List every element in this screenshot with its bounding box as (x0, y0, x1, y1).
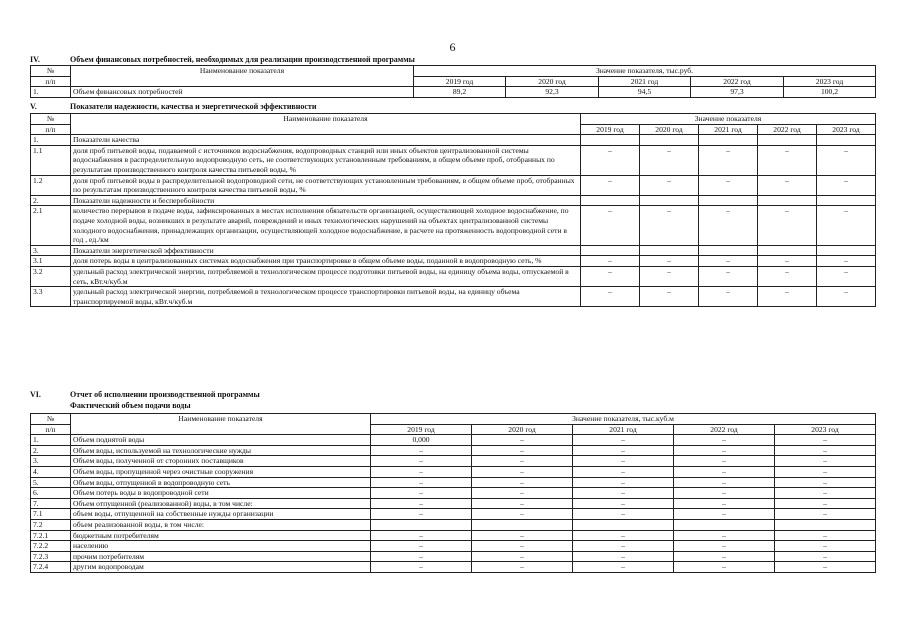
empty-cell (581, 195, 640, 206)
row-value: – (699, 206, 758, 245)
row-value: 94,5 (599, 87, 691, 98)
row-name: удельный расход электрической энергии, потребляемой в технологическом процессе транспортировки питьевой воды, на единицу объема транспортируемой воды, кВт.ч/куб.м (71, 287, 581, 307)
empty-cell (640, 195, 699, 206)
row-name: объем реализованной воды, в том числе: (71, 519, 371, 530)
row-value: – (472, 477, 573, 488)
row-number: 3.1 (31, 256, 71, 267)
row-name: Объем воды, пропущенной через очистные сооружения (71, 466, 371, 477)
row-value: – (472, 488, 573, 499)
row-name: доля проб питьевой воды в распределительной водопроводной сети, не соответствующих установленным требованиям, в общем объеме проб, отобранных по результатам производственного контроля качества питьевой воды, % (71, 175, 581, 195)
row-value: – (640, 256, 699, 267)
row-value: – (573, 551, 674, 562)
empty-cell (817, 245, 876, 256)
row-value: – (674, 445, 775, 456)
row-value: – (817, 256, 876, 267)
row-value: – (674, 456, 775, 467)
table-row (31, 256, 876, 267)
row-value: – (573, 509, 674, 520)
row-value: – (573, 445, 674, 456)
table-row (31, 195, 876, 206)
year-header: 2019 год (371, 424, 472, 435)
section-vi-heading (30, 390, 260, 399)
row-number: 7.1 (31, 509, 71, 520)
row-value: – (640, 145, 699, 175)
row-value: – (573, 488, 674, 499)
row-number: 2.1 (31, 206, 71, 245)
year-header: 2020 год (472, 424, 573, 435)
table-row (31, 245, 876, 256)
year-header: 2021 год (573, 424, 674, 435)
row-value: – (775, 466, 876, 477)
row-name: Объем воды, отпущенной в водопроводную сеть (71, 477, 371, 488)
row-name: объем воды, отпущенной на собственные нужды организации (71, 509, 371, 520)
table-row (31, 488, 876, 499)
row-value: – (817, 206, 876, 245)
row-value: – (371, 456, 472, 467)
row-value: – (775, 456, 876, 467)
row-value: – (775, 498, 876, 509)
row-value: – (674, 551, 775, 562)
row-value: – (472, 551, 573, 562)
row-value: 89,2 (414, 87, 506, 98)
row-value: – (817, 266, 876, 286)
row-value: – (674, 530, 775, 541)
year-header: 2022 год (674, 424, 775, 435)
empty-cell (640, 135, 699, 146)
row-name: Показатели качества (71, 135, 581, 146)
row-value: – (699, 256, 758, 267)
row-value: – (472, 466, 573, 477)
row-number: 2. (31, 445, 71, 456)
row-value: – (699, 175, 758, 195)
header-np: п/п (31, 124, 71, 135)
row-value: – (775, 530, 876, 541)
empty-cell (581, 245, 640, 256)
row-number: 7.2.4 (31, 562, 71, 573)
row-value: – (573, 466, 674, 477)
row-value: – (581, 145, 640, 175)
row-value: – (775, 445, 876, 456)
row-number: 7.2.1 (31, 530, 71, 541)
row-value: – (775, 541, 876, 552)
empty-cell (472, 519, 573, 530)
section-vi-subheading (30, 401, 191, 410)
row-value: – (758, 266, 817, 286)
row-value: – (674, 435, 775, 446)
empty-cell (775, 519, 876, 530)
table-row (31, 445, 876, 456)
row-value: 97,3 (691, 87, 784, 98)
row-number: 1.1 (31, 145, 71, 175)
row-value: 0,000 (371, 435, 472, 446)
row-value: – (699, 145, 758, 175)
header-value: Значение показателя (581, 114, 876, 125)
year-header: 2021 год (699, 124, 758, 135)
header-value: Значение показателя, тыс.руб. (414, 66, 876, 77)
row-number: 3.3 (31, 287, 71, 307)
empty-cell (573, 519, 674, 530)
financial-needs-table (30, 65, 876, 98)
row-value: – (472, 530, 573, 541)
section-vi-subtitle: Фактический объем подачи воды (70, 401, 191, 410)
empty-cell (758, 135, 817, 146)
row-value: – (573, 456, 674, 467)
row-value: – (817, 145, 876, 175)
section-vi-title: Отчет об исполнении производственной программы (70, 390, 260, 399)
row-value: – (581, 266, 640, 286)
header-num: № (31, 414, 71, 425)
empty-cell (699, 195, 758, 206)
year-header: 2023 год (817, 124, 876, 135)
year-header: 2023 год (784, 76, 876, 87)
row-value: – (640, 175, 699, 195)
row-value: – (371, 541, 472, 552)
row-number: 6. (31, 488, 71, 499)
table-row (31, 135, 876, 146)
row-value: – (371, 509, 472, 520)
row-number: 5. (31, 477, 71, 488)
empty-cell (674, 519, 775, 530)
table-row (31, 509, 876, 520)
year-header: 2022 год (758, 124, 817, 135)
row-value: – (674, 488, 775, 499)
row-name: доля проб питьевой воды, подаваемой с источников водоснабжения, водопроводных станций или иных объектов централизованной системы водоснабжения в распределительную водопроводную сеть, не соответствующих установленным требованиям, в общем объеме проб, отобранных по результатам производственного контроля качества питьевой воды, % (71, 145, 581, 175)
row-value: – (775, 509, 876, 520)
row-value: – (371, 530, 472, 541)
quality-indicators-table (30, 113, 876, 307)
row-number: 3.2 (31, 266, 71, 286)
row-number: 4. (31, 466, 71, 477)
row-name: количество перерывов в подаче воды, зафиксированных в местах исполнения обязательств организацией, осуществляющей холодное водоснабжение, по подаче холодной воды, возникших в результате аварий, повреждений и иных технологических нарушений на объектах централизованной системы холодного водоснабжения, принадлежащих организации, осуществляющей холодное водоснабжение, в расчете на протяженность водопроводной сети в год , ед./км (71, 206, 581, 245)
row-value: – (674, 509, 775, 520)
row-number: 3. (31, 245, 71, 256)
row-name: удельный расход электрической энергии, потребляемой в технологическом процессе подготовки питьевой воды, на единицу объема воды, отпускаемой в сеть, кВт.ч/куб.м (71, 266, 581, 286)
table-row (31, 530, 876, 541)
row-number: 1. (31, 87, 71, 98)
row-number: 7. (31, 498, 71, 509)
year-header: 2020 год (640, 124, 699, 135)
row-value: – (581, 256, 640, 267)
row-value: – (472, 509, 573, 520)
row-name: бюджетным потребителям (71, 530, 371, 541)
row-value: – (573, 498, 674, 509)
row-value: – (371, 445, 472, 456)
table-row (31, 287, 876, 307)
row-value: – (758, 145, 817, 175)
section-vi-number: VI. (30, 390, 41, 399)
row-number: 1.2 (31, 175, 71, 195)
row-value: – (371, 488, 472, 499)
row-name: Объем воды, используемой на технологические нужды (71, 445, 371, 456)
table-row (31, 206, 876, 245)
section-v-heading (30, 102, 316, 111)
row-number: 1. (31, 135, 71, 146)
table-row (31, 562, 876, 573)
row-value: – (640, 287, 699, 307)
section-iv-title: Объем финансовых потребностей, необходимых для реализации производственной программы (70, 55, 415, 64)
empty-cell (758, 195, 817, 206)
table-row (31, 466, 876, 477)
row-value: – (758, 287, 817, 307)
row-value: 100,2 (784, 87, 876, 98)
row-value: – (472, 562, 573, 573)
row-value: – (472, 541, 573, 552)
row-value: – (674, 562, 775, 573)
header-np: п/п (31, 424, 71, 435)
water-supply-table (30, 413, 876, 573)
row-value: – (674, 498, 775, 509)
row-value: – (640, 266, 699, 286)
row-value: – (573, 562, 674, 573)
row-value: – (640, 206, 699, 245)
row-name: Объем отпущенной (реализованной) воды, в том числе: (71, 498, 371, 509)
row-value: – (581, 206, 640, 245)
row-number: 3. (31, 456, 71, 467)
row-value: – (371, 498, 472, 509)
row-value: – (371, 551, 472, 562)
year-header: 2019 год (581, 124, 640, 135)
row-value: – (581, 175, 640, 195)
table-row (31, 498, 876, 509)
empty-cell (699, 135, 758, 146)
table-row (31, 541, 876, 552)
table-row (31, 175, 876, 195)
row-value: – (758, 175, 817, 195)
row-number: 2. (31, 195, 71, 206)
table-row (31, 145, 876, 175)
header-value: Значение показателя, тыс.куб.м (371, 414, 876, 425)
table-row (31, 477, 876, 488)
empty-cell (699, 245, 758, 256)
empty-cell (640, 245, 699, 256)
table-row (31, 266, 876, 286)
row-value: – (817, 175, 876, 195)
row-name: Показатели энергетической эффективности (71, 245, 581, 256)
row-value: – (674, 466, 775, 477)
row-name: населению (71, 541, 371, 552)
year-header: 2022 год (691, 76, 784, 87)
empty-cell (371, 519, 472, 530)
header-name: Наименование показателя (71, 114, 581, 135)
empty-cell (817, 135, 876, 146)
section-iv-heading (30, 55, 415, 64)
row-number: 7.2 (31, 519, 71, 530)
table-row (31, 519, 876, 530)
year-header: 2019 год (414, 76, 506, 87)
row-value: – (573, 477, 674, 488)
table-row (31, 551, 876, 562)
row-value: – (775, 488, 876, 499)
row-value: – (472, 435, 573, 446)
row-value: – (775, 435, 876, 446)
row-value: – (775, 551, 876, 562)
row-name: другим водопроводам (71, 562, 371, 573)
section-v-title: Показатели надежности, качества и энергетической эффективности (70, 102, 317, 111)
empty-cell (758, 245, 817, 256)
row-value: – (674, 477, 775, 488)
row-value: – (775, 562, 876, 573)
row-name: доля потерь воды в централизованных системах водоснабжения при транспортировке в общем объеме воды, поданной в водопроводную сеть, % (71, 256, 581, 267)
row-value: – (775, 477, 876, 488)
row-value: – (472, 456, 573, 467)
row-value: – (699, 287, 758, 307)
row-name: Объем воды, полученной от сторонних поставщиков (71, 456, 371, 467)
year-header: 2023 год (775, 424, 876, 435)
row-value: – (573, 435, 674, 446)
row-value: – (371, 466, 472, 477)
header-np: п/п (31, 76, 71, 87)
table-row (31, 87, 876, 98)
row-name: прочим потребителям (71, 551, 371, 562)
header-name: Наименование показателя (71, 414, 371, 435)
row-value: – (573, 541, 674, 552)
table-row (31, 456, 876, 467)
row-value: – (573, 530, 674, 541)
row-value: – (674, 541, 775, 552)
row-value: – (758, 206, 817, 245)
header-num: № (31, 66, 71, 77)
row-value: – (371, 562, 472, 573)
row-number: 1. (31, 435, 71, 446)
table-row (31, 435, 876, 446)
row-name: Показатели надежности и бесперебойности (71, 195, 581, 206)
row-name: Объем потерь воды в водопроводной сети (71, 488, 371, 499)
row-value: – (581, 287, 640, 307)
row-number: 7.2.3 (31, 551, 71, 562)
row-value: – (472, 445, 573, 456)
page-number: 6 (449, 40, 456, 54)
empty-cell (817, 195, 876, 206)
section-iv-number: IV. (30, 55, 40, 64)
row-value: – (699, 266, 758, 286)
row-value: 92,3 (506, 87, 599, 98)
row-name: Объем финансовых потребностей (71, 87, 414, 98)
year-header: 2020 год (506, 76, 599, 87)
empty-cell (581, 135, 640, 146)
row-value: – (758, 256, 817, 267)
section-v-number: V. (30, 102, 37, 111)
row-name: Объем поднятой воды (71, 435, 371, 446)
row-value: – (817, 287, 876, 307)
header-num: № (31, 114, 71, 125)
row-number: 7.2.2 (31, 541, 71, 552)
row-value: – (472, 498, 573, 509)
year-header: 2021 год (599, 76, 691, 87)
header-name: Наименование показателя (71, 66, 414, 87)
row-value: – (371, 477, 472, 488)
